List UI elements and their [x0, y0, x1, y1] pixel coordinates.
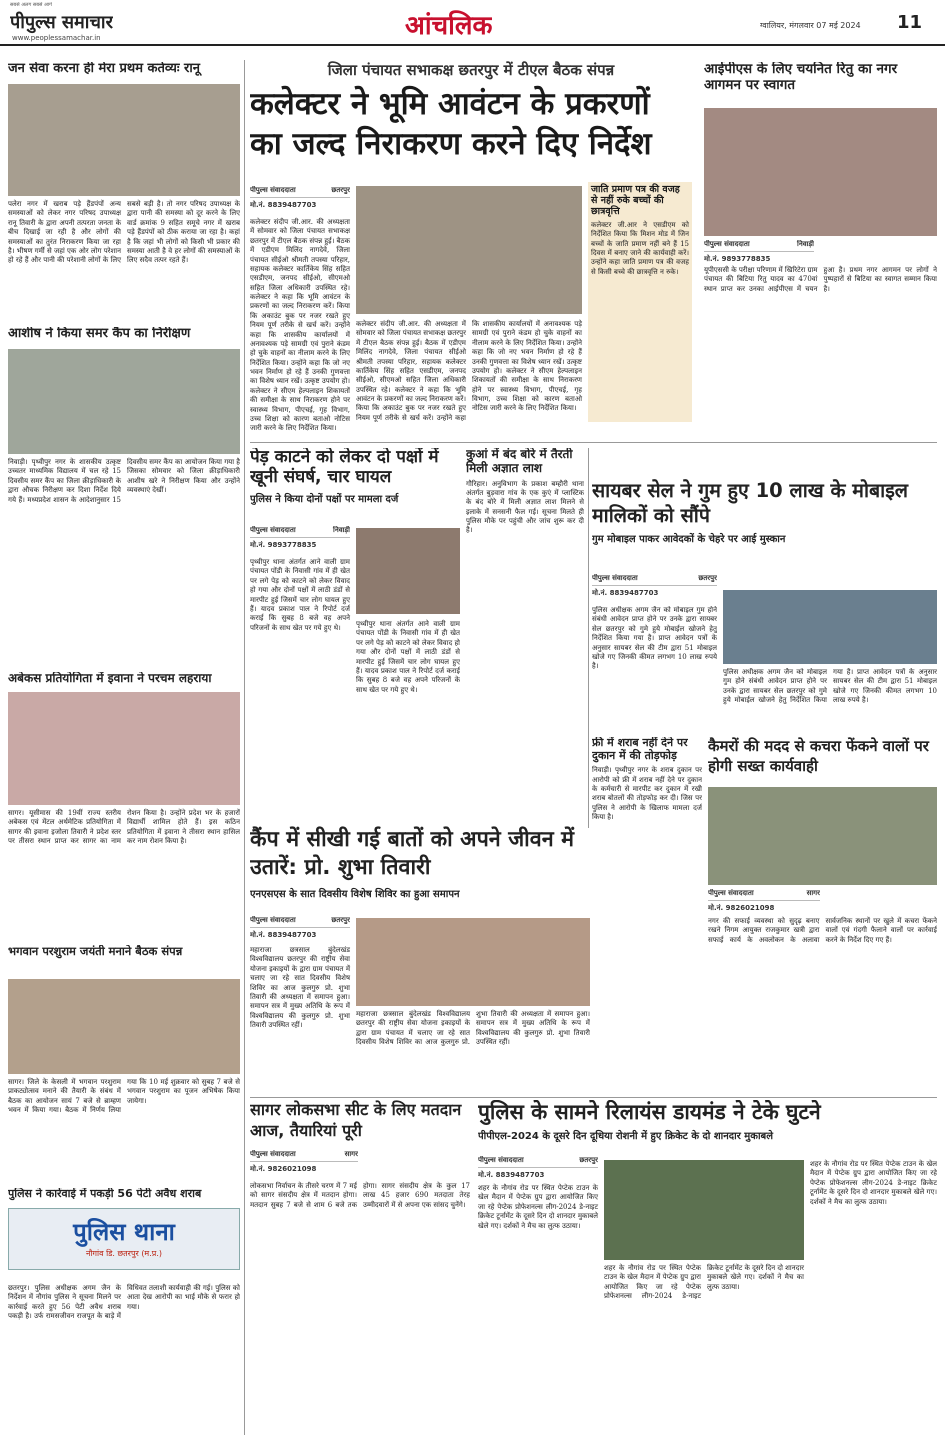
row-rule: [250, 442, 937, 443]
side-body: कलेक्टर जी.आर ने एसडीएम को निर्देशित किया कि मिशन मोड में जिन बच्चों के जाति प्रमाण नहीं बने हैं 15 दिवस में बनाए जाने की कार्यवाही करें। उन्होंने कहा जाति प्रमाण पत्र की वजह से किसी बच्चे की छात्रवृत्ति न रुके।: [591, 220, 689, 276]
story-body-2: महाराजा छत्रसाल बुंदेलखंड विश्वविद्यालय छतरपुर की राष्ट्रीय सेवा योजना इकाइयों के द्वारा ग्राम पंचायत में चलाए जा रहे सात दिवसीय विशेष शिविर का आज कुलगुरु प्रो. शुभा तिवारी की अध्यक्षता में समापन हुआ। समापन सत्र में मुख्य अतिथि के रूप में विश्वविद्यालय की कुलगुरु प्रो. शुभा तिवारी उपस्थित रहीं।: [356, 1010, 590, 1047]
story-body: नगर की सफाई व्यवस्था को सुदृढ़ बनाए रखने निगम आयुक्त राजकुमार खत्री द्वारा सफाई कार्य के अवलोकन के अलावा सार्वजनिक स्थानों पर खुले में कचरा फेंकने वालों एवं गंदगी फैलाने वालों पर कार्रवाई करने के निर्देश दिए गए हैं।: [708, 917, 937, 944]
story-ivana: [8, 672, 240, 942]
reporter: पीपुल्स संवाददाता: [250, 526, 296, 534]
reporter: पीपुल्स संवाददाता: [250, 1150, 296, 1158]
story-body-2: कलेक्टर संदीप जी.आर. की अध्यक्षता में सोमवार को जिला पंचायत सभाकक्ष छतरपुर में टीएल बैठक संपन्न हुई। बैठक में एडीएम मिलिंद नागदेवे, जिला पंचायत सीईओ श्रीमती तपस्या परिहार, सहायक कलेक्टर कार्तिकेय सिंह सहित एसडीएम, जनपद सीईओ, सीएमओ सहित जिला अधिकारी उपस्थित रहे। कलेक्टर ने कहा कि भूमि आवंटन के प्रकरणों का जल्द निराकरण करें। किया कि अकाउंट बुक पर नजर रखते हुए नियम पूर्ण तरीके से खर्च करें। उन्होंने कहा कि शासकीय कार्यालयों में अनावश्यक पड़े सामग्री एवं पुराने कंडम हो चुके वाहनों का नीलाम करने के लिए निर्देशित किया। उन्होंने कहा कि जो नए भवन निर्माण हो रहे हैं उनकी गुणवत्ता का विशेष ध्यान रखें। उत्कृष्ट उपयोग हो। कलेक्टर ने सीएम हेल्पलाइन शिकायतों की समीक्षा के साथ निराकरण होने पर स्वास्थ्य विभाग, पीएचई, गृह विभाग, उच्च शिक्षा को कारण बताओ नोटिस जारी करने के लिए निर्देशित किया।: [356, 320, 582, 422]
story-kuan: [466, 448, 584, 828]
byline: [250, 916, 350, 928]
place: निवाड़ी: [333, 526, 350, 534]
headline: पेड़ काटने को लेकर दो पक्षों में खूनी संघर्ष, चार घायल: [250, 448, 439, 487]
reporter: पीपुल्स संवाददाता: [708, 889, 754, 897]
place: निवाड़ी: [797, 240, 814, 248]
byline: [478, 1156, 598, 1168]
story-kachra: [708, 737, 937, 1107]
story-body: निवाड़ी। पृथ्वीपुर नगर के शराब दुकान पर आरोपी को फ्री में शराब नहीं देने पर दुकान के कर्मचारी से मारपीट कर दुकान में रखी शराब बोतलों की तोड़फोड़ कर दी। जिस पर पुलिस ने आरोपी के खिलाफ मामला दर्ज किया है।: [592, 766, 702, 822]
main-story: [250, 60, 692, 438]
subhead: एनएसएस के सात दिवसीय विशेष शिविर का हुआ समापन: [250, 888, 460, 900]
sign-text: पुलिस थाना: [73, 1218, 175, 1246]
story-ranu: [8, 62, 240, 306]
reporter: पीपुल्स संवाददाता: [704, 240, 750, 248]
byline: [708, 889, 820, 901]
story-body-2: पुलिस अधीक्षक अगम जैन को मोबाइल गुम होने संबंधी आवेदन प्राप्त होने पर उनके द्वारा सायबर सेल छतरपुर को गुमे हुये मोबाईल खोजने हेतु निर्देशित किया गया है। प्राप्त आवेदन पत्रों के अनुसार सायबर सेल की टीम द्वारा 51 मोबाइल खोजे गए जिनकी कीमत लगभग 10 लाख रुपये है।: [723, 668, 937, 705]
story-ritu: [704, 62, 937, 438]
sign-subtext: नौगांव डि. छतरपुर (म.प्र.): [86, 1249, 162, 1258]
place: छतरपुर: [579, 1156, 598, 1164]
story-photo: [8, 979, 240, 1074]
issue-date: ग्वालियर, मंगलवार 07 मई 2024: [760, 21, 861, 30]
section-title: आंचलिक: [405, 11, 493, 41]
story-body-2: शहर के नौगांव रोड पर स्थित पेप्टेक टाउन के खेल मैदान में पेप्टेक ग्रुप द्वारा आयोजित किए जा रहे पेप्टेक प्रोफेशनल्स लीग-2024 डे-नाइट क्रिकेट टूर्नामेंट के दूसरे दिन दो शानदार मुकाबले खेले गए। दर्शकों ने मैच का लुत्फ उठाया।: [604, 1264, 804, 1301]
headline: पुलिस ने कार्रवाई में पकड़ी 56 पेटी अवैध शराब: [8, 1188, 202, 1200]
reporter: पीपुल्स संवाददाता: [592, 574, 638, 582]
story-photo: [8, 692, 240, 805]
mobile: मो.नं. 9893778835: [704, 255, 771, 263]
injured-photo: [356, 528, 460, 614]
mobile: मो.नं. 8839487703: [250, 201, 317, 209]
headline: कलेक्टर ने भूमि आवंटन के प्रकरणों का जल्द निराकरण करने दिए निर्देश: [250, 86, 652, 163]
mobile: मो.नं. 8839487703: [592, 589, 659, 597]
story-body: गौरिहार। अनुविभाग के प्रकाश बम्हौरी थाना अंतर्गत बुड़वारा गांव के एक कुएं में प्लास्टिक के बंद बोरे में मिली अज्ञात लाश मिलने से इलाके में सनसनी फैल गई। सूचना मिलते ही पुलिस मौके पर पहुंची और जांच शुरू कर दी है।: [466, 479, 584, 535]
row-rule: [250, 1097, 937, 1098]
story-photo: [8, 349, 240, 454]
mobile: मो.नं. 9893778835: [250, 541, 317, 549]
story-parshuram: [8, 945, 240, 1175]
subhead: पुलिस ने किया दोनों पक्षों पर मामला दर्ज: [250, 494, 399, 506]
ritu-photo: [704, 108, 937, 236]
story-body-3: शहर के नौगांव रोड पर स्थित पेप्टेक टाउन के खेल मैदान में पेप्टेक ग्रुप द्वारा आयोजित किए जा रहे पेप्टेक प्रोफेशनल्स लीग-2024 डे-नाइट क्रिकेट टूर्नामेंट के दूसरे दिन दो शानदार मुकाबले खेले गए। दर्शकों ने मैच का लुत्फ उठाया।: [810, 1160, 937, 1206]
byline: [704, 240, 814, 252]
police-station-sign: [8, 1208, 240, 1270]
story-body-2: पृथ्वीपुर थाना अंतर्गत आने वाली ग्राम पंचायत पोंडी के निवासी गांव में ही खेत पर लगे पेड़ को काटने को लेकर विवाद हो गया और दोनों पक्षों में लाठी डंडों से मारपीट हुई जिसमें चार लोग घायल हुए हैं। यादव प्रकाश पाल ने रिपोर्ट दर्ज कराई कि सुबह 8 बजे वह अपने परिजनों के साथ खेत पर गये हुए थे।: [356, 620, 460, 694]
masthead: [0, 0, 945, 46]
story-body: सागर। जिले के केसली में भगवान परशुराम प्राकट्योत्सव मनाने की तैयारी के संबंध में बैठक का आयोजन सायं 7 बजे से ब्राम्हण भवन में किया गया। बैठक में निर्णय लिया गया कि 10 मई शुक्रवार को सुबह 7 बजे से भगवान परशुराम का पूजन अभिषेक किया जायेगा।: [8, 1078, 240, 1115]
story-body: लोकसभा निर्वाचन के तीसरे चरण में 7 मई को सागर संसदीय क्षेत्र में मतदान होगा। मतदान सुबह 7 बजे से शाम 6 बजे तक होगा। सागर संसदीय क्षेत्र के कुल 17 लाख 45 हजार 690 मतदाता तेरह उम्मीदवारों में से अपना एक सांसद चुनेंगे।: [250, 1182, 470, 1209]
story-body: निवाड़ी। पृथ्वीपुर नगर के शासकीय उत्कृष्ट उच्चतर माध्यमिक विद्यालय में चल रहे 15 दिवसीय समर कैंप का जिला क्रीड़ाधिकारी के द्वारा औचक निरीक्षण कर दिशा निर्देश दिये गये हैं। मध्यप्रदेश शासन के आदेशानुसार 15 दिवसीय समर कैंप का आयोजन किया गया है जिसका सोमवार को जिला क्रीड़ाधिकारी आशीष खरे ने निरीक्षण किया और उन्होंने व्यवस्थाएं देखीं।: [8, 458, 240, 504]
reporter: पीपुल्स संवाददाता: [250, 916, 296, 924]
page-number: 11: [897, 12, 923, 33]
story-body: पुलिस अधीक्षक अगम जैन को मोबाइल गुम होने संबंधी आवेदन प्राप्त होने पर उनके द्वारा सायबर सेल छतरपुर को गुमे हुये मोबाईल खोजने हेतु निर्देशित किया गया है। प्राप्त आवेदन पत्रों के अनुसार सायबर सेल की टीम द्वारा 51 मोबाइल खोजे गए जिनकी कीमत लगभग 10 लाख रुपये है।: [592, 606, 717, 671]
headline: कैमरों की मदद से कचरा फेंकने वालों पर होगी सख्त कार्यवाही: [708, 737, 929, 775]
headline: आशीष ने किया समर कैंप का निरीक्षण: [8, 327, 191, 341]
headline: कैंप में सीखी गई बातों को अपने जीवन में उतारें: प्रो. शुभा तिवारी: [250, 827, 574, 880]
subhead: पीपीएल-2024 के दूसरे दिन दूधिया रोशनी में हुए क्रिकेट के दो शानदार मुकाबले: [478, 1131, 774, 1143]
column-rule: [588, 448, 589, 828]
story-shubha: [250, 826, 590, 1094]
story-body: शहर के नौगांव रोड पर स्थित पेप्टेक टाउन के खेल मैदान में पेप्टेक ग्रुप द्वारा आयोजित किए जा रहे पेप्टेक प्रोफेशनल्स लीग-2024 डे-नाइट क्रिकेट टूर्नामेंट के दूसरे दिन दो शानदार मुकाबले खेले गए। दर्शकों ने मैच का लुत्फ उठाया।: [478, 1184, 598, 1230]
paper-logo: पीपुल्स समाचार: [10, 12, 113, 33]
subhead: गुम मोबाइल पाकर आवेदकों के चेहरे पर आई मुस्कान: [592, 533, 786, 545]
byline: [250, 186, 350, 198]
side-box: [588, 182, 692, 422]
byline: [592, 574, 717, 586]
place: छतरपुर: [698, 574, 717, 582]
story-body: महाराजा छत्रसाल बुंदेलखंड विश्वविद्यालय छतरपुर की राष्ट्रीय सेवा योजना इकाइयों के द्वारा ग्राम पंचायत में चलाए जा रहे सात दिवसीय विशेष शिविर का आज कुलगुरु प्रो. शुभा तिवारी की अध्यक्षता में समापन हुआ। समापन सत्र में मुख्य अतिथि के रूप में विश्वविद्यालय की कुलगुरु प्रो. शुभा तिवारी उपस्थित रहीं।: [250, 946, 350, 1029]
headline: जन सेवा करना ही मेरा प्रथम कर्तव्यः रानू: [8, 62, 200, 76]
story-body: पलेरा नगर में खराब पड़े हैंडपंपों अन्य समस्याओं को लेकर नगर परिषद उपाध्यक्ष रानू तिवारी के द्वारा अपनी तत्परता जनता के बीच दिखाई जा रही है और लोगों की समस्याओं का तुरंत निराकरण किया जा रहा है। भीषण गर्मी से जहां एक ओर लोग परेशान हो रहे हैं और पानी की परेशानी लोगों के लिए सबसे बड़ी है। तो नगर परिषद उपाध्यक्ष के द्वारा पानी की समस्या को दूर करने के लिए वार्ड क्रमांक 9 सहित समूचे नगर में खराब पड़े हैंडपंपों को ठीक कराया जा रहा है। कहां है कि जहां भी लोगों को किसी भी प्रकार की समस्या आती है वे हर लोगों की समस्याओं के लिए सदैव तत्पर रहते हैं।: [8, 200, 240, 265]
story-cricket: [478, 1100, 937, 1430]
mobile: मो.नं. 8839487703: [250, 931, 317, 939]
story-body: कलेक्टर संदीप जी.आर. की अध्यक्षता में सोमवार को जिला पंचायत सभाकक्ष छतरपुर में टीएल बैठक संपन्न हुई। बैठक में एडीएम मिलिंद नागदेवे, जिला पंचायत सीईओ श्रीमती तपस्या परिहार, सहायक कलेक्टर कार्तिकेय सिंह सहित एसडीएम, जनपद सीईओ, सीएमओ सहित जिला अधिकारी उपस्थित रहे। कलेक्टर ने कहा कि भूमि आवंटन के प्रकरणों का जल्द निराकरण करें। किया कि अकाउंट बुक पर नजर रखते हुए नियम पूर्ण तरीके से खर्च करें। उन्होंने कहा कि शासकीय कार्यालयों में अनावश्यक पड़े सामग्री एवं पुराने कंडम हो चुके वाहनों का नीलाम करने के लिए निर्देशित किया। उन्होंने कहा कि जो नए भवन निर्माण हो रहे हैं उनकी गुणवत्ता का विशेष ध्यान रखें। उत्कृष्ट उपयोग हो। कलेक्टर ने सीएम हेल्पलाइन शिकायतों की समीक्षा के साथ निराकरण होने पर स्वास्थ्य विभाग, पीएचई, गृह विभाग, उच्च शिक्षा को कारण बताओ नोटिस जारी करने के लिए निर्देशित किया।: [250, 218, 350, 433]
headline: आईपीएस के लिए चयनित रितु का नगर आगमन पर स्वागत: [704, 62, 898, 93]
cricket-photo: [604, 1160, 804, 1260]
headline: फ्री में शराब नहीं देने पर दुकान में की तोड़फोड़: [592, 737, 688, 762]
place: छतरपुर: [331, 916, 350, 924]
headline: भगवान परशुराम जयंती मनाने बैठक संपन्न: [8, 945, 183, 958]
headline: अबेकस प्रतियोगिता में इवाना ने परचम लहराया: [8, 672, 212, 685]
place: सागर: [806, 889, 820, 897]
column-rule: [244, 60, 245, 1435]
paper-url: www.peoplessamachar.in: [12, 34, 101, 42]
mobile: मो.नं. 8839487703: [478, 1171, 545, 1179]
story-free-sharab: [592, 737, 702, 1107]
reporter: पीपुल्स संवाददाता: [250, 186, 296, 194]
mobile: मो.नं. 9826021098: [250, 1165, 317, 1173]
story-body: छतरपुर। पुलिस अधीक्षक अगम जैन के निर्देशन में नौगांव पुलिस ने सूचना मिलने पर कार्रवाई करते हुए 56 पेटी अवैध शराब पकड़ी है। उर्फ रामसजीवन राजपूत के बाड़े में विधिवत तलाशी कार्यवाही की गई। पुलिस को आता देख आरोपी का भाई मौके से फरार हो गया।: [8, 1284, 240, 1321]
byline: [250, 526, 350, 538]
headline: सायबर सेल ने गुम हुए 10 लाख के मोबाइल मालिकों को सौंपे: [592, 479, 908, 528]
story-ashish: [8, 327, 240, 559]
headline: कुआं में बंद बोरे में तैरती मिली अज्ञात लाश: [466, 448, 573, 475]
story-body: यूपीएससी के परीक्षा परिणाम में खिरिटेरा ग्राम पंचायत की बिटिया रितु यादव का 470वां स्थान प्राप्त कर उनका आईपीएस में चयन हुआ है। प्रथम नगर आगमन पर लोगों ने पुष्पहारों से बिटिया का स्वागत सम्मान किया है।: [704, 266, 937, 293]
place: छतरपुर: [331, 186, 350, 194]
story-body: सागर। यूसीमास की 19वीं राज्य स्तरीय अबेकस एवं मेंटल अर्थमेटिक प्रतियोगिता में सागर की इवाना इजोला तिवारी ने प्रदेश स्तर पर तीसरा स्थान प्राप्त कर सागर का नाम रोशन किया है। उन्होंने प्रदेश भर के हजारों विद्यार्थी शामिल होते हैं। इस कठिन प्रतियोगिता में इवाना ने तीसरा स्थान हासिल कर नाम रोशन किया है।: [8, 809, 240, 846]
kachra-photo: [708, 787, 937, 885]
story-photo: [8, 84, 240, 196]
nss-photo: [356, 918, 590, 1006]
story-loksabha: [250, 1100, 470, 1430]
mobile: मो.नं. 9826021098: [708, 904, 775, 912]
cyber-photo: [723, 590, 937, 664]
story-sharab: [8, 1188, 240, 1420]
headline: सागर लोकसभा सीट के लिए मतदान आज, तैयारियां पूरी: [250, 1100, 462, 1140]
story-ped: [250, 448, 460, 818]
kicker: जिला पंचायत सभाकक्ष छतरपुर में टीएल बैठक संपन्न: [327, 61, 615, 79]
story-body: पृथ्वीपुर थाना अंतर्गत आने वाली ग्राम पंचायत पोंडी के निवासी गांव में ही खेत पर लगे पेड़ को काटने को लेकर विवाद हो गया और दोनों पक्षों में लाठी डंडों से मारपीट हुई जिसमें चार लोग घायल हुए हैं। यादव प्रकाश पाल ने रिपोर्ट दर्ज कराई कि सुबह 8 बजे वह अपने परिजनों के साथ खेत पर गये हुए थे।: [250, 558, 350, 632]
meeting-photo: [356, 186, 582, 314]
place: सागर: [344, 1150, 358, 1158]
headline: पुलिस के सामने रिलायंस डायमंड ने टेके घुटने: [478, 1100, 821, 1124]
reporter: पीपुल्स संवाददाता: [478, 1156, 524, 1164]
side-headline: जाति प्रमाण पत्र की वजह से नहीं रुके बच्चों की छात्रवृत्ति: [591, 184, 680, 217]
paper-tag: सबसे अलग सबसे आगे: [10, 2, 52, 8]
byline: [250, 1150, 358, 1162]
